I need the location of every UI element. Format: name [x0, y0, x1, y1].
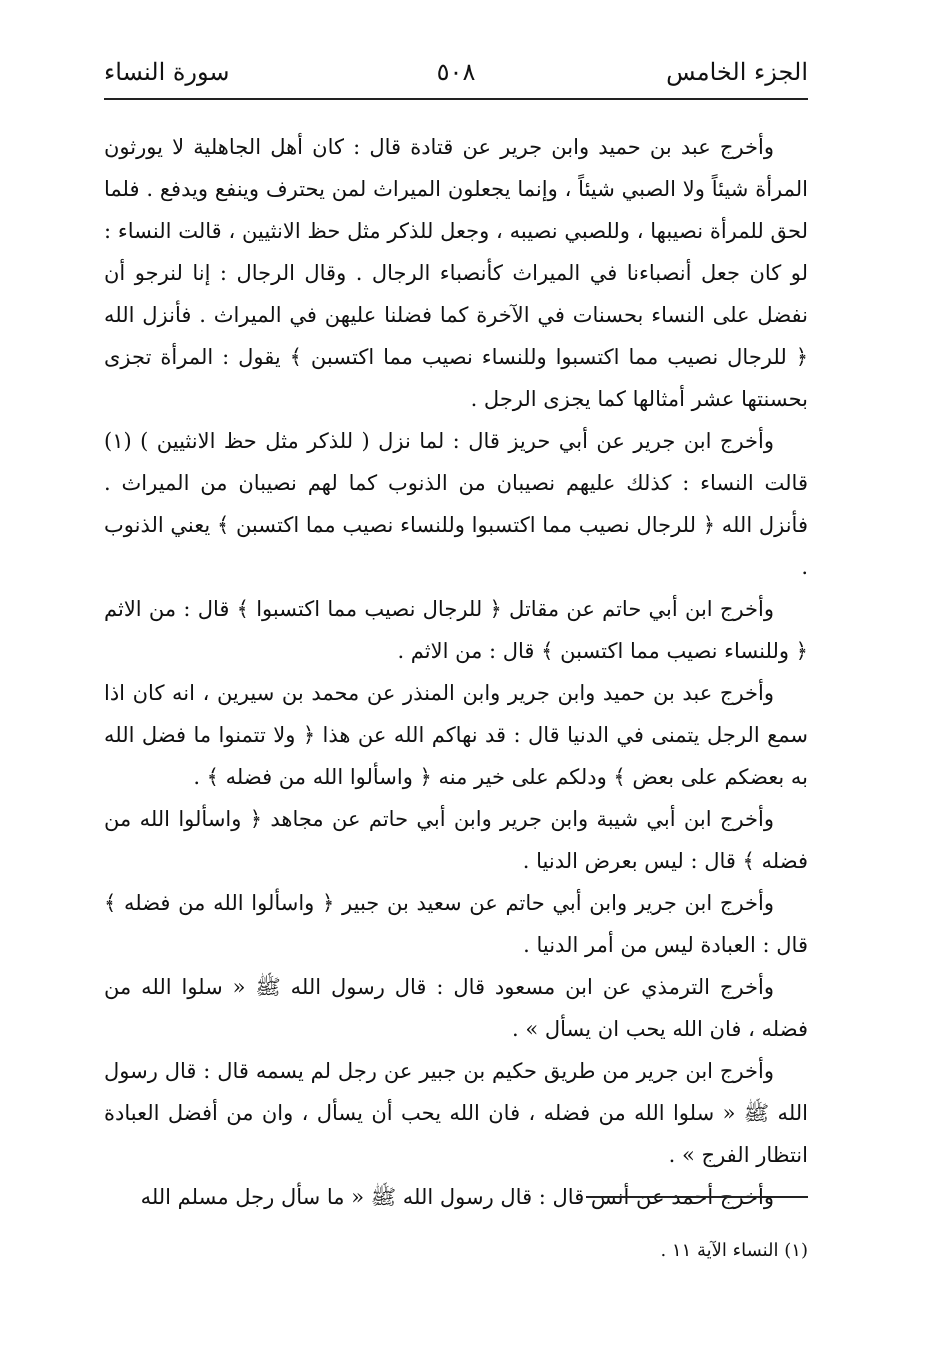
paragraph: وأخرج أحمد عن أنس قال : قال رسول الله ﷺ « ما سأل رجل مسلم الله — [140, 1185, 774, 1209]
paragraph: وأخرج ابن جرير وابن أبي حاتم عن سعيد بن جبير ﴿ واسألوا الله من فضله ﴾ قال : العبادة ليس من أمر الدنيا . — [104, 891, 808, 957]
paragraph: وأخرج ابن جرير عن أبي حريز قال : لما نزل ( للذكر مثل حظ الانثيين ) (١) قالت النساء : كذلك عليهم نصيبان من الذنوب كما لهم نصيبان من الميراث . فأنزل الله ﴿ للرجال نصيب مما اكتسبوا وللنساء نصيب مما اكتسبن ﴾ يعني الذنوب . — [104, 429, 808, 579]
part-title: الجزء الخامس — [666, 58, 808, 86]
paragraph: وأخرج ابن جرير من طريق حكيم بن جبير عن رجل لم يسمه قال : قال رسول الله ﷺ « سلوا الله من فضله ، فان الله يحب أن يسأل ، وان من أفضل العبادة انتظار الفرج » . — [104, 1059, 808, 1167]
paragraph: وأخرج عبد بن حميد وابن جرير وابن المنذر عن محمد بن سيرين ، انه كان اذا سمع الرجل يتمنى في الدنيا قال : قد نهاكم الله عن هذا ﴿ ولا تتمنوا ما فضل الله به بعضكم على بعض ﴾ ودلكم على خير منه ﴿ واسألوا الله من فضله ﴾ . — [104, 681, 808, 789]
page-header — [104, 52, 808, 92]
header-rule — [104, 98, 808, 100]
footnote-rule — [586, 1196, 808, 1198]
page-number: ٥٠٨ — [436, 58, 476, 86]
main-text — [104, 126, 808, 1218]
footnote: (١) النساء الآية ١١ . — [660, 1240, 808, 1261]
paragraph: وأخرج ابن أبي شيبة وابن جرير وابن أبي حاتم عن مجاهد ﴿ واسألوا الله من فضله ﴾ قال : ليس بعرض الدنيا . — [104, 807, 808, 873]
paragraph: وأخرج الترمذي عن ابن مسعود قال : قال رسول الله ﷺ « سلوا الله من فضله ، فان الله يحب ان يسأل » . — [104, 975, 808, 1041]
paragraph: وأخرج عبد بن حميد وابن جرير عن قتادة قال : كان أهل الجاهلية لا يورثون المرأة شيئاً ولا الصبي شيئاً ، وإنما يجعلون الميراث لمن يحترف وينفع ويدفع . فلما لحق للمرأة نصيبها ، وللصبي نصيبه ، وجعل للذكر مثل حظ الانثيين ، قالت النساء : لو كان جعل أنصباءنا في الميراث كأنصباء الرجال . وقال الرجال : إنا لنرجو أن نفضل على النساء بحسنات في الآخرة كما فضلنا عليهن في الميراث . فأنزل الله ﴿ للرجال نصيب مما اكتسبوا وللنساء نصيب مما اكتسبن ﴾ يقول : المرأة تجزى بحسنتها عشر أمثالها كما يجزى الرجل . — [104, 135, 808, 411]
paragraph: وأخرج ابن أبي حاتم عن مقاتل ﴿ للرجال نصيب مما اكتسبوا ﴾ قال : من الاثم ﴿ وللنساء نصيب مما اكتسبن ﴾ قال : من الاثم . — [104, 597, 808, 663]
surah-title: سورة النساء — [104, 58, 230, 86]
